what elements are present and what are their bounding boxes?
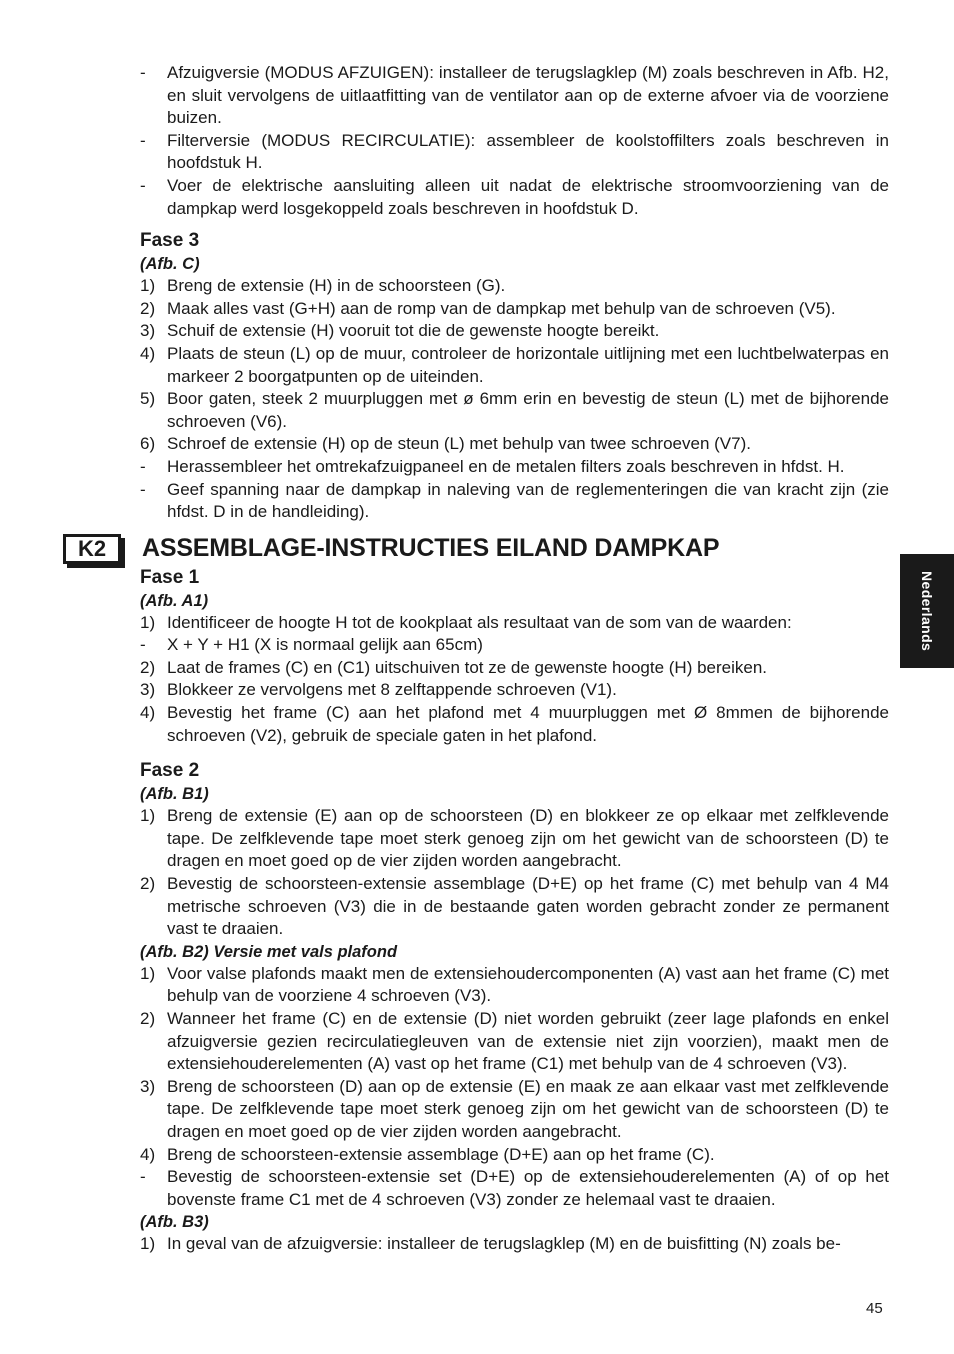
list-text: Laat de frames (C) en (C1) uitschuiven tot ze de gewenste hoogte (H) bereiken. xyxy=(167,657,768,677)
list-marker: 2) xyxy=(140,1009,156,1028)
list-marker: 1) xyxy=(140,1234,156,1254)
list-marker: 5) xyxy=(140,389,156,409)
list-text: Plaats de steun (L) op de muur, controleer de horizontale uitlijning met een luchtbelwaterpas en markeer 2 boorgatpunten op de uiteinden. xyxy=(167,343,889,386)
list-item xyxy=(140,1008,889,1076)
language-label: Nederlands xyxy=(919,570,935,652)
list-item xyxy=(140,1144,889,1167)
list-marker: 4) xyxy=(140,1144,156,1164)
list-marker: 2) xyxy=(140,874,156,894)
list-text: Wanneer het frame (C) en de extensie (D) niet worden gebruikt (zeer lage plafonds en enkel afzuigversie gezien recirculatiegleuven van de extensie niet zijn voorzien), maakt men de extensiehouderelementen (A) vast op het frame (C1) met behulp van de 4 schroeven (V3). xyxy=(167,1009,889,1074)
list-marker: 3) xyxy=(140,680,156,700)
page-number: 45 xyxy=(866,1300,883,1317)
fase2-figure-ref-b1: (Afb. B1) xyxy=(140,785,209,804)
list-marker: 1) xyxy=(140,276,156,296)
fase2-b3-list xyxy=(140,1233,889,1256)
list-marker: - xyxy=(140,63,146,82)
fase3-figure-ref: (Afb. C) xyxy=(140,255,200,274)
section-title: ASSEMBLAGE-INSTRUCTIES EILAND DAMPKAP xyxy=(142,534,720,563)
list-item xyxy=(140,275,889,298)
list-item xyxy=(140,320,889,343)
list-item xyxy=(140,479,889,524)
list-text: Schroef de extensie (H) op de steun (L) met behulp van twee schroeven (V7). xyxy=(167,434,751,454)
section-header xyxy=(63,534,889,564)
list-marker: 6) xyxy=(140,434,156,454)
list-item xyxy=(140,805,889,873)
intro-list xyxy=(140,62,889,220)
list-text: Filterversie (MODUS RECIRCULATIE): assembleer de koolstoffilters zoals beschreven in hoofdstuk H. xyxy=(167,130,889,173)
fase1-list xyxy=(140,612,889,748)
list-item xyxy=(140,433,889,456)
fase2-b2-list xyxy=(140,963,889,1212)
list-text: Bevestig de schoorsteen-extensie set (D+E) op de extensiehouderelementen (A) of op het bovenste frame C1 met de 4 schroeven (V3) zonder ze helemaal vast te draaien. xyxy=(167,1167,889,1209)
fase2-figure-ref-b3: (Afb. B3) xyxy=(140,1213,209,1232)
fase3-heading: Fase 3 xyxy=(140,230,200,252)
list-item xyxy=(140,1076,889,1144)
list-text: Voer de elektrische aansluiting alleen uit nadat de elektrische stroomvoorziening van de dampkap werd losgekoppeld zoals beschreven in hoofdstuk D. xyxy=(167,175,889,218)
list-item xyxy=(140,130,889,175)
fase1-figure-ref: (Afb. A1) xyxy=(140,591,209,610)
list-item xyxy=(140,1166,889,1211)
list-item xyxy=(140,298,889,321)
list-marker: 1) xyxy=(140,612,156,632)
list-marker: 3) xyxy=(140,1076,156,1096)
list-item xyxy=(140,963,889,1008)
list-marker: - xyxy=(140,1167,146,1187)
list-text: Maak alles vast (G+H) aan de romp van de dampkap met behulp van de schroeven (V5). xyxy=(167,298,836,318)
list-item xyxy=(140,873,889,941)
list-item xyxy=(140,343,889,388)
list-item xyxy=(140,634,889,657)
list-item xyxy=(140,175,889,220)
list-text: Identificeer de hoogte H tot de kookplaat als resultaat van de som van de waarden: xyxy=(167,612,792,632)
list-item xyxy=(140,62,889,130)
list-item xyxy=(140,679,889,702)
list-text: Bevestig de schoorsteen-extensie assemblage (D+E) op het frame (C) met behulp van 4 M4 metrische schroeven (V3) die in de bestaande gaten worden gebracht zonder ze permanent vast te draaien. xyxy=(167,874,889,939)
list-marker: - xyxy=(140,479,146,499)
list-marker: 3) xyxy=(140,321,156,341)
list-marker: 1) xyxy=(140,963,156,983)
list-marker: - xyxy=(140,635,146,655)
list-text: Voor valse plafonds maakt men de extensiehoudercomponenten (A) vast aan het frame (C) met behulp van de voorziene 4 schroeven (V3). xyxy=(167,963,889,1006)
list-marker: 2) xyxy=(140,298,156,318)
list-text: In geval van de afzuigversie: installeer de terugslagklep (M) en de buisfitting (N) zoals be- xyxy=(167,1234,841,1254)
list-marker: - xyxy=(140,456,146,476)
list-marker: 2) xyxy=(140,657,156,677)
list-text: Herassembleer het omtrekafzuigpaneel en de metalen filters zoals beschreven in hfdst. H. xyxy=(167,456,845,476)
list-text: Boor gaten, steek 2 muurpluggen met ø 6mm erin en bevestig de steun (L) met de bijhorende schroeven (V6). xyxy=(167,389,889,431)
list-marker: - xyxy=(140,175,146,195)
list-marker: 1) xyxy=(140,806,156,826)
list-item xyxy=(140,657,889,680)
list-text: Schuif de extensie (H) vooruit tot die de gewenste hoogte bereikt. xyxy=(167,321,660,341)
section-code-badge: K2 xyxy=(63,534,121,564)
list-text: Bevestig het frame (C) aan het plafond met 4 muurpluggen met Ø 8mmen de bijhorende schroeven (V2), gebruik de speciale gaten in het plafond. xyxy=(167,703,889,745)
list-item xyxy=(140,612,889,635)
list-text: Breng de schoorsteen-extensie assemblage (D+E) aan op het frame (C). xyxy=(167,1144,715,1164)
fase1-heading: Fase 1 xyxy=(140,566,200,588)
page-content xyxy=(77,62,889,1256)
list-text: Breng de schoorsteen (D) aan op de extensie (E) en maak ze aan elkaar vast met zelfklevende tape. De zelfklevende tape moet sterk genoeg zijn om het gewicht van de schoorsteen (D) te dragen en moet goed op de vier zijden worden aangebracht. xyxy=(167,1076,889,1141)
list-item xyxy=(140,456,889,479)
list-text: Afzuigversie (MODUS AFZUIGEN): installeer de terugslagklep (M) zoals beschreven in Afb. H2, en sluit vervolgens de uitlaatfitting van de ventilator aan op de externe afvoer via de voorziene buizen. xyxy=(167,63,889,128)
list-marker: - xyxy=(140,130,146,150)
list-item xyxy=(140,702,889,747)
list-text: Breng de extensie (E) aan op de schoorsteen (D) en blokkeer ze op elkaar met zelfklevende tape. De zelfklevende tape moet sterk genoeg zijn om het gewicht van de schoorsteen (D) te dragen en moet goed op de vier zijden worden aangebracht. xyxy=(167,806,889,871)
list-item xyxy=(140,388,889,433)
list-text: Geef spanning naar de dampkap in naleving van de reglementeringen die van kracht zijn (zie hfdst. D in de handleiding). xyxy=(167,479,889,522)
list-text: X + Y + H1 (X is normaal gelijk aan 65cm) xyxy=(167,635,483,655)
fase2-b1-list xyxy=(140,805,889,941)
list-text: Breng de extensie (H) in de schoorsteen (G). xyxy=(167,276,506,296)
list-marker: 4) xyxy=(140,703,156,723)
fase3-list xyxy=(140,275,889,524)
list-marker: 4) xyxy=(140,343,156,363)
fase2-heading: Fase 2 xyxy=(140,760,200,782)
list-item xyxy=(140,1233,889,1256)
fase2-figure-ref-b2: (Afb. B2) Versie met vals plafond xyxy=(140,942,398,961)
language-side-tab xyxy=(900,554,954,668)
list-text: Blokkeer ze vervolgens met 8 zelftappende schroeven (V1). xyxy=(167,680,617,700)
